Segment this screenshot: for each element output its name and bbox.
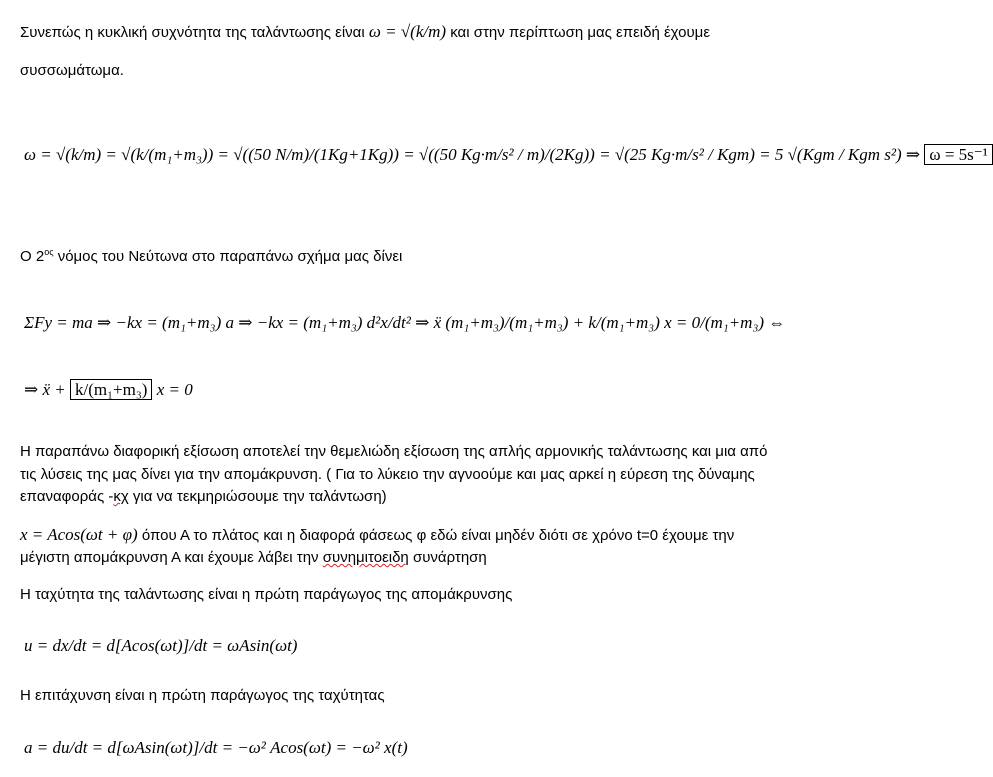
equation-omega <box>24 145 993 165</box>
text: για να τεκμηριώσουμε την ταλάντωση) <box>128 488 387 505</box>
equation-accel: a = du/dt = d[ωAsin(ωt)]/dt = −ω² Acos(ωt) = −ω² x(t) <box>24 738 408 757</box>
text-line <box>20 488 387 505</box>
text-line: Η ταχύτητα της ταλάντωσης είναι η πρώτη παράγωγος της απομάκρυνσης <box>20 586 513 603</box>
superscript: ος <box>44 247 54 257</box>
paragraph-newton <box>20 247 402 265</box>
spell-error: κχ <box>113 488 129 505</box>
text: όπου Α το πλάτος και η διαφορά φάσεως φ εδώ είναι μηδέν διότι σε χρόνο t=0 έχουμε την <box>141 527 735 544</box>
paragraph-omega-intro <box>20 22 710 42</box>
solution-formula: x = Acos(ωt + φ) <box>20 525 138 544</box>
equation-velocity: u = dx/dt = d[Acos(ωt)]/dt = ωAsin(ωt) <box>24 636 298 655</box>
text: επαναφοράς - <box>20 488 114 505</box>
text-line: Η επιτάχυνση είναι η πρώτη παράγωγος της ταχύτητας <box>20 687 385 704</box>
text: Συνεπώς η κυκλική συχνότητα της ταλάντωσης είναι <box>20 24 365 41</box>
boxed-result: ω = 5s⁻¹ <box>924 144 992 165</box>
equation-text: x = 0 <box>156 380 193 399</box>
text: συνάρτηση <box>408 549 487 566</box>
text-line: συσσωμάτωμα. <box>20 62 124 79</box>
text: και στην περίπτωση μας επειδή έχουμε <box>450 24 711 41</box>
text-line: Η παραπάνω διαφορική εξίσωση αποτελεί την θεμελιώδη εξίσωση της απλής αρμονικής ταλάντωσης και μια από <box>20 443 768 460</box>
text: Ο 2 <box>20 248 45 265</box>
text-line: τις λύσεις της μας δίνει για την απομάκρυνση. ( Για το λύκειο την αγνοούμε και μας αρκεί η εύρεση της δύναμης <box>20 466 755 483</box>
text-line <box>20 549 487 566</box>
text: μέγιστη απομάκρυνση Α και έχουμε λάβει την <box>20 549 323 566</box>
equation-diff <box>24 380 193 400</box>
equation-text: ⇒ ẍ + <box>24 380 66 399</box>
equation-newton: ΣFy = ma ⇒ −kx = (m₁+m₃) a ⇒ −kx = (m₁+m₃) d²x/dt² ⇒ ẍ (m₁+m₃)/(m₁+m₃) + k/(m₁+m₃) x = 0/(m₁+m₃) ⇔ <box>24 313 786 332</box>
boxed-term: k/(m₁+m₃) <box>70 379 152 400</box>
spell-error: συνημιτοειδη <box>322 549 409 566</box>
text: νόμος του Νεύτωνα στο παραπάνω σχήμα μας δίνει <box>53 248 403 265</box>
omega-formula: ω = √(k/m) <box>368 22 447 41</box>
paragraph-solution <box>20 525 734 545</box>
equation-text: ω = √(k/m) = √(k/(m₁+m₃)) = √((50 N/m)/(1Kg+1Kg)) = √((50 Kg·m/s² / m)/(2Kg)) = √(25 Kg·m/s² / Kgm) = 5 √(Kgm / Kgm s²) ⇒ <box>24 145 921 164</box>
